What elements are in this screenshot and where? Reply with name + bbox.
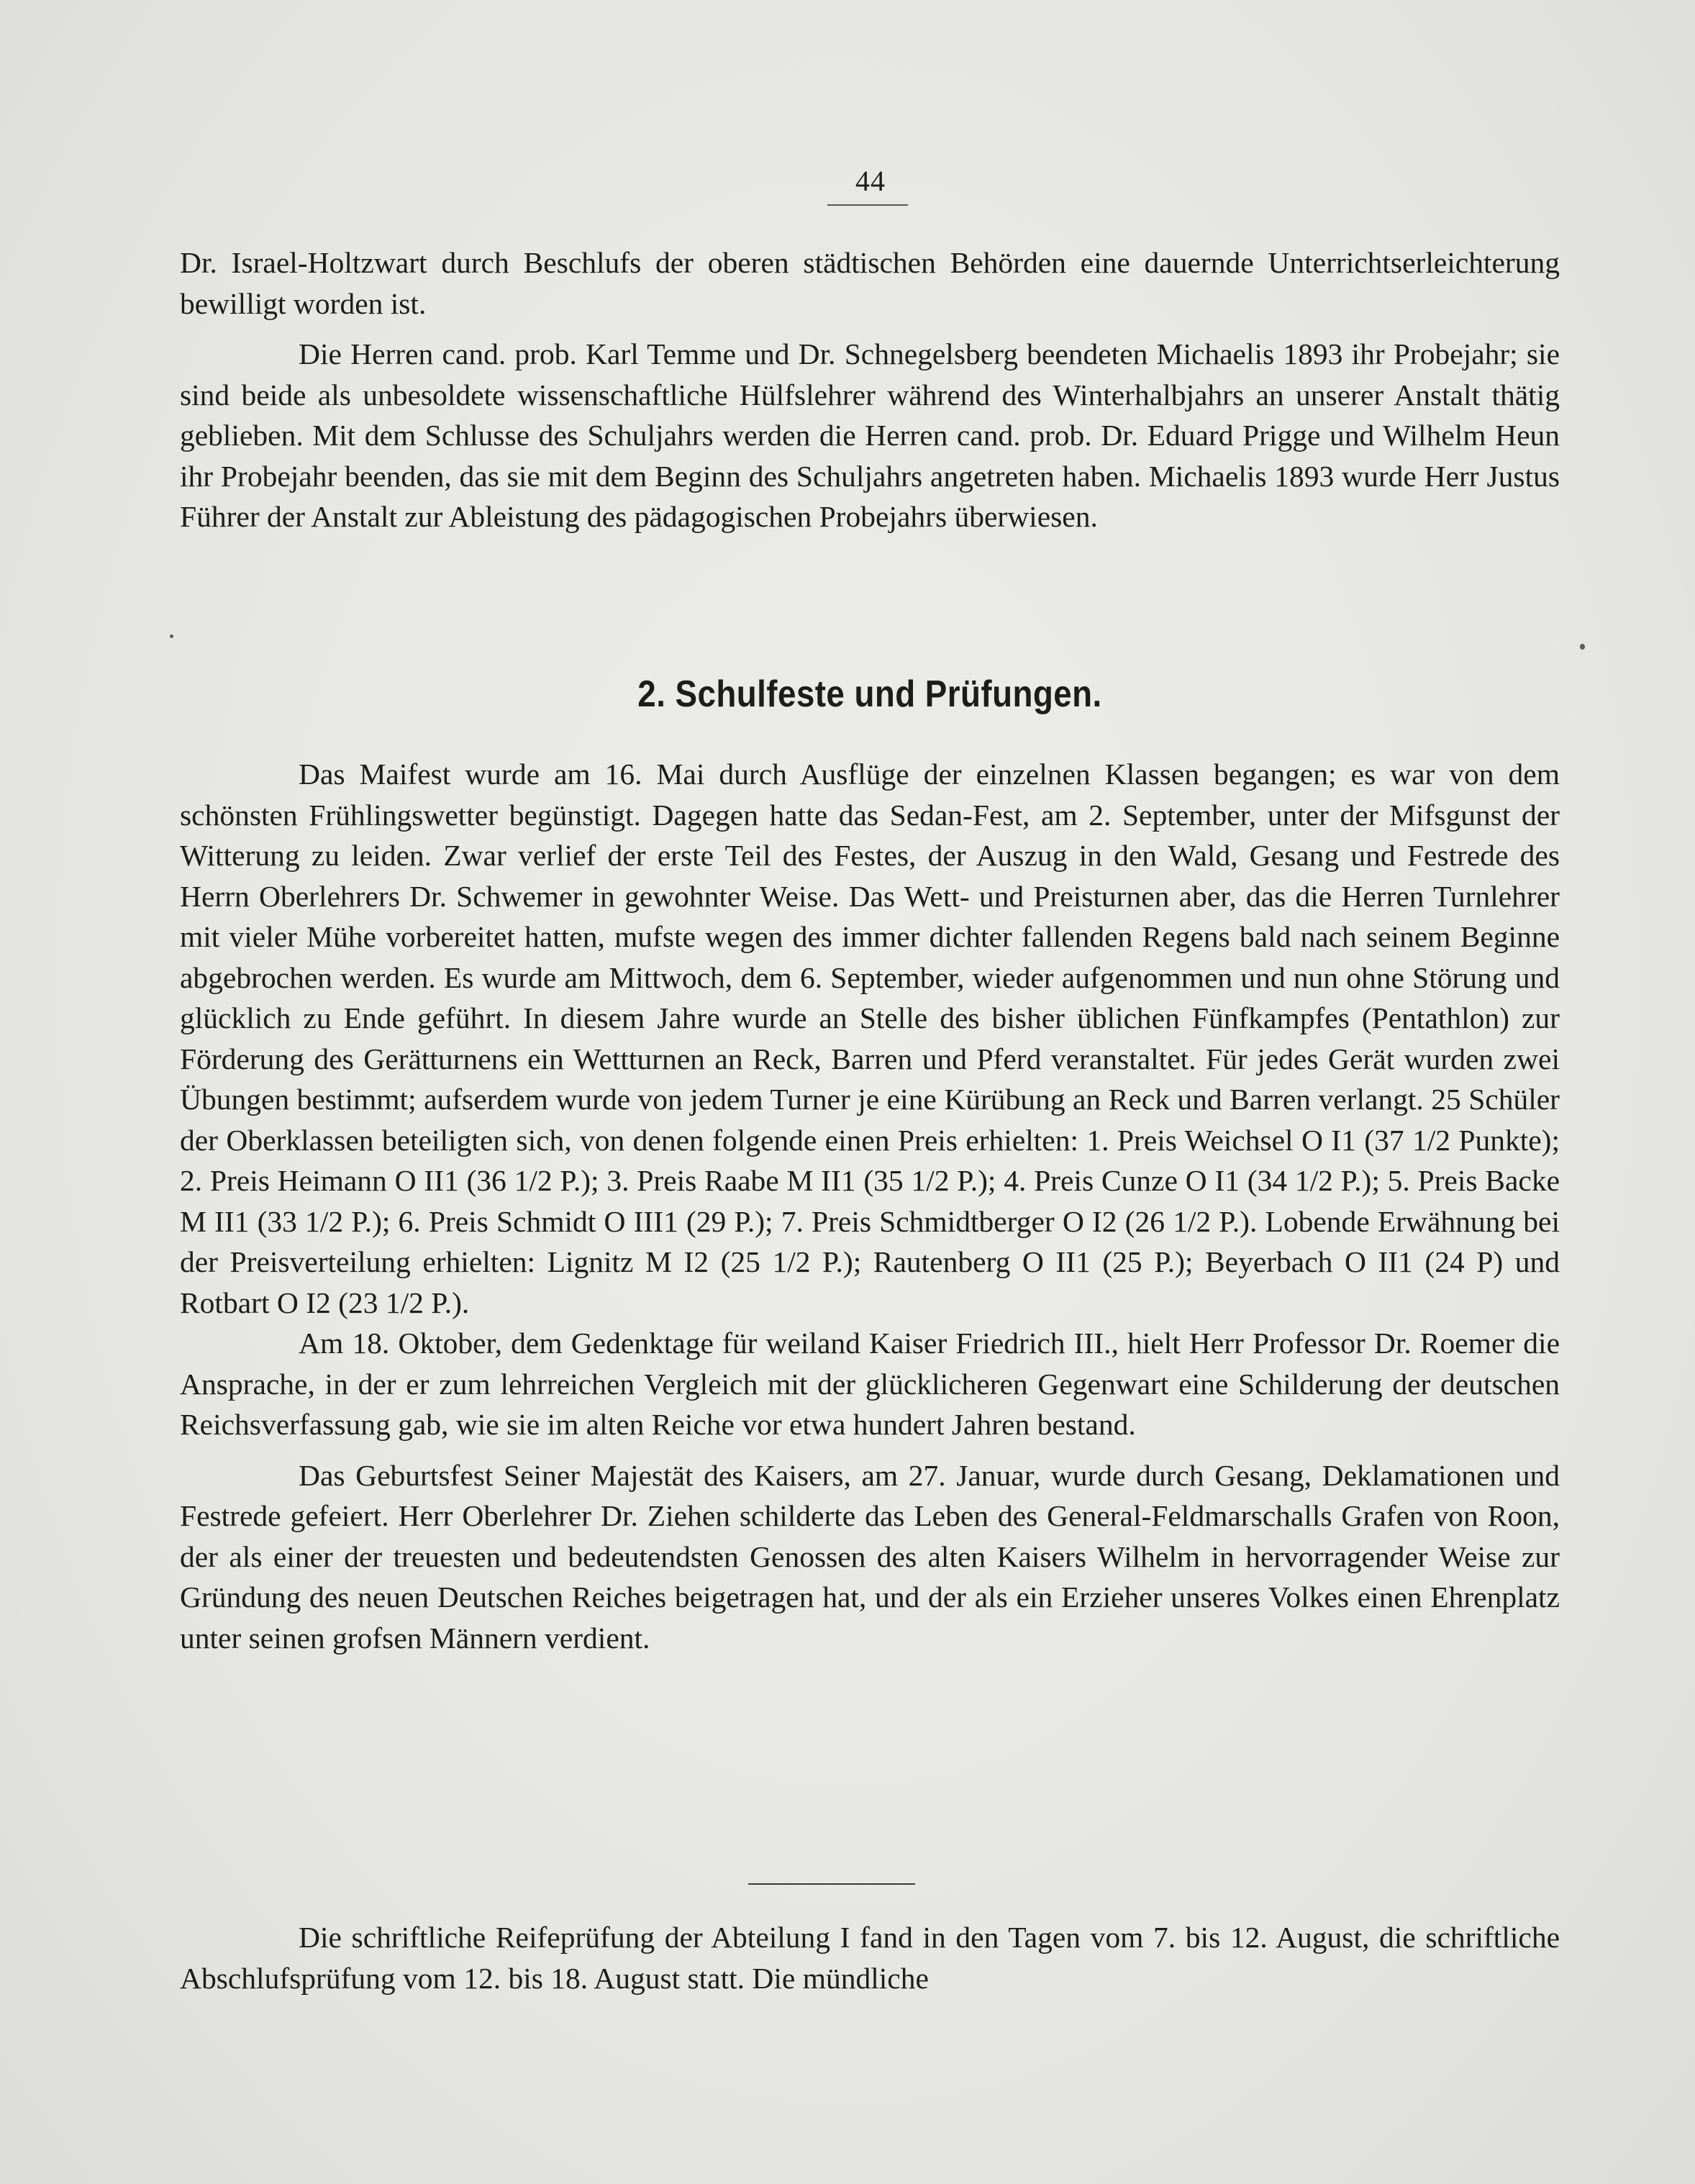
section-divider <box>748 1883 915 1885</box>
section-schulfeste <box>180 754 1560 1658</box>
paragraph-geburtsfest <box>180 1455 1560 1659</box>
paragraph-holtzwart <box>180 242 1560 324</box>
page-number-rule <box>827 204 908 206</box>
section-reifepruefung <box>180 1917 1560 1998</box>
paragraph-maifest-text: Das Maifest wurde am 16. Mai durch Ausflüge der einzelnen Klassen begangen; es war von dem schönsten Frühlingswetter begünstigt. Dagegen hatte das Sedan-Fest, am 2. September, unter der Mifsgunst der Witterung zu leiden. Zwar verlief der erste Teil des Festes, der Auszug in den Wald, Gesang und Festrede des Herrn Oberlehrers Dr. Schwemer in gewohnter Weise. Das Wett- und Preisturnen aber, das die Herren Turnlehrer mit vieler Mühe vorbereitet hatten, mufste wegen des immer dichter fallenden Regens bald nach seinem Beginne abgebrochen werden. Es wurde am Mittwoch, dem 6. September, wieder aufgenommen und nun ohne Störung und glücklich zu Ende geführt. In diesem Jahre wurde an Stelle des bisher üblichen Fünfkampfes (Pentathlon) zur Förderung des Gerätturnens ein Wettturnen an Reck, Barren und Pferd veranstaltet. Für jedes Gerät wurden zwei Übungen bestimmt; aufserdem wurde von jedem Turner je eine Kürübung an Reck und Barren verlangt. 25 Schüler der Oberklassen beteiligten sich, von denen folgende einen Preis erhielten: 1. Preis Weichsel O I1 (37 1/2 Punkte); 2. Preis Heimann O II1 (36 1/2 P.); 3. Preis Raabe M II1 (35 1/2 P.); 4. Preis Cunze O I1 (34 1/2 P.); 5. Preis Backe M II1 (33 1/2 P.); 6. Preis Schmidt O III1 (29 P.); 7. Preis Schmidtberger O I2 (26 1/2 P.). Lobende Erwähnung bei der Preisverteilung erhielten: Lignitz M I2 (25 1/2 P.); Rautenberg O II1 (25 P.); Beyerbach O II1 (24 P) und Rotbart O I2 (23 1/2 P.). <box>180 757 1560 1319</box>
scan-speck <box>1580 644 1585 650</box>
paragraph-oktober <box>180 1323 1560 1445</box>
page-number: 44 <box>855 165 886 197</box>
paragraph-reifepruefung-text: Die schriftliche Reifeprüfung der Abteilung I fand in den Tagen vom 7. bis 12. August, die schriftliche Abschlufsprüfung vom 12. bis 18. August statt. Die mündliche <box>180 1921 1560 1995</box>
paragraph-oktober-text: Am 18. Oktober, dem Gedenktage für weiland Kaiser Friedrich III., hielt Herr Professor Dr. Roemer die Ansprache, in der er zum lehrreichen Vergleich mit der glücklicheren Gegenwart eine Schilderung der deutschen Reichsverfassung gab, wie sie im alten Reiche vor etwa hundert Jahren bestand. <box>180 1327 1560 1441</box>
paragraph-reifepruefung <box>180 1917 1560 1998</box>
scan-speck <box>170 634 173 638</box>
paragraph-probejahr-text: Die Herren cand. prob. Karl Temme und Dr. Schnegelsberg beendeten Michaelis 1893 ihr Probejahr; sie sind beide als unbesoldete wissenschaftliche Hülfslehrer während des Winterhalbjahrs an unserer Anstalt thätig geblieben. Mit dem Schlusse des Schuljahrs werden die Herren cand. prob. Dr. Eduard Prigge und Wilhelm Heun ihr Probejahr beenden, das sie mit dem Beginn des Schuljahrs angetreten haben. Michaelis 1893 wurde Herr Justus Führer der Anstalt zur Ableistung des pädagogischen Probejahrs überwiesen. <box>180 337 1560 533</box>
paragraph-geburtsfest-text: Das Geburtsfest Seiner Majestät des Kaisers, am 27. Januar, wurde durch Gesang, Deklamationen und Festrede gefeiert. Herr Oberlehrer Dr. Ziehen schilderte das Leben des General-Feldmarschalls Grafen von Roon, der als einer der treuesten und bedeutendsten Genossen des alten Kaisers Wilhelm in hervorragender Weise zur Gründung des neuen Deutschen Reiches beigetragen hat, und der als ein Erzieher unseres Volkes einen Ehrenplatz unter seinen grofsen Männern verdient. <box>180 1458 1560 1655</box>
paragraph-maifest <box>180 754 1560 1323</box>
section-personnel-continued <box>180 242 1560 537</box>
section-heading: 2. Schulfeste und Prüfungen. <box>637 673 1102 715</box>
paragraph-probejahr <box>180 334 1560 537</box>
paragraph-holtzwart-text: Dr. Israel-Holtzwart durch Beschlufs der oberen städtischen Behörden eine dauernde Unterrichtserleichterung bewilligt worden ist. <box>180 246 1560 320</box>
